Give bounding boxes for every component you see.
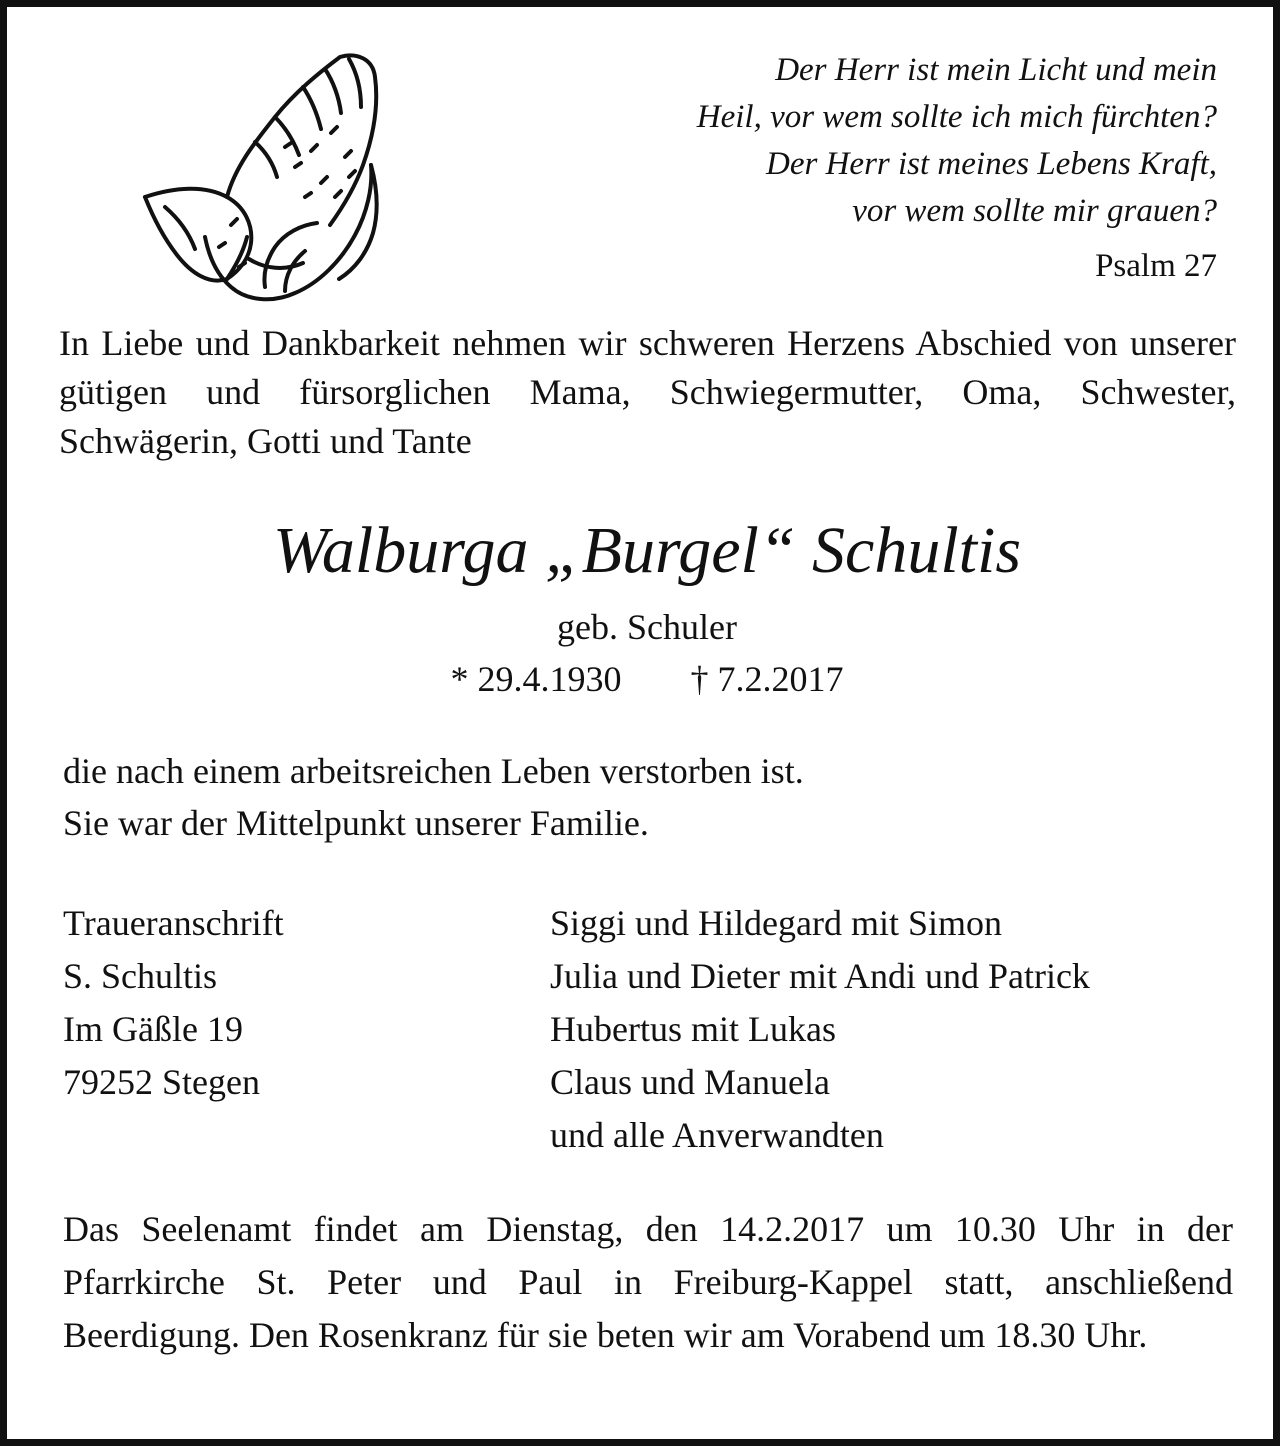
intro-paragraph: In Liebe und Dankbarkeit nehmen wir schweren Herzens Abschied von unserer gütigen und fürsorglichen Mama, Schwiegermutter, Oma, Schwester, Schwägerin, Gotti und Tante	[59, 323, 1236, 461]
address-line: S. Schultis	[63, 956, 218, 996]
family-line: und alle Anverwandten	[550, 1115, 884, 1155]
family-list	[550, 897, 1090, 1162]
service-details: Das Seelenamt findet am Dienstag, den 14.2.2017 um 10.30 Uhr in der Pfarrkirche St. Peter und Paul in Freiburg-Kappel statt, anschließend Beerdigung. Den Rosenkranz für sie beten wir am Vorabend um 18.30 Uhr.	[63, 1209, 1233, 1355]
tribute-line: die nach einem arbeitsreichen Leben verstorben ist.	[63, 751, 804, 791]
tribute-line: Sie war der Mittelpunkt unserer Familie.	[63, 803, 649, 843]
family-line: Hubertus mit Lukas	[550, 1009, 836, 1049]
born-name: geb. Schuler	[557, 607, 737, 647]
address-line: Traueranschrift	[63, 903, 284, 943]
life-dates	[7, 655, 1280, 703]
family-line: Siggi und Hildegard mit Simon	[550, 903, 1003, 943]
psalm-reference: Psalm 27	[1095, 248, 1217, 284]
verse-line: Der Herr ist meines Lebens Kraft,	[766, 146, 1217, 182]
praying-hands-icon	[135, 47, 391, 309]
tribute-text	[63, 745, 804, 849]
deceased-name: Walburga „Burgel“ Schultis	[272, 514, 1022, 587]
birth-date: * 29.4.1930	[450, 659, 622, 699]
verse-line: vor wem sollte mir grauen?	[852, 193, 1217, 229]
verse-line: Heil, vor wem sollte ich mich fürchten?	[696, 99, 1217, 135]
family-line: Julia und Dieter mit Andi und Patrick	[550, 956, 1090, 996]
address-line: 79252 Stegen	[63, 1062, 260, 1102]
death-date: † 7.2.2017	[690, 659, 844, 699]
psalm-verse	[697, 47, 1217, 235]
verse-line: Der Herr ist mein Licht und mein	[775, 52, 1217, 88]
address-line: Im Gäßle 19	[63, 1009, 243, 1049]
family-line: Claus und Manuela	[550, 1062, 830, 1102]
mourning-address	[63, 897, 284, 1109]
